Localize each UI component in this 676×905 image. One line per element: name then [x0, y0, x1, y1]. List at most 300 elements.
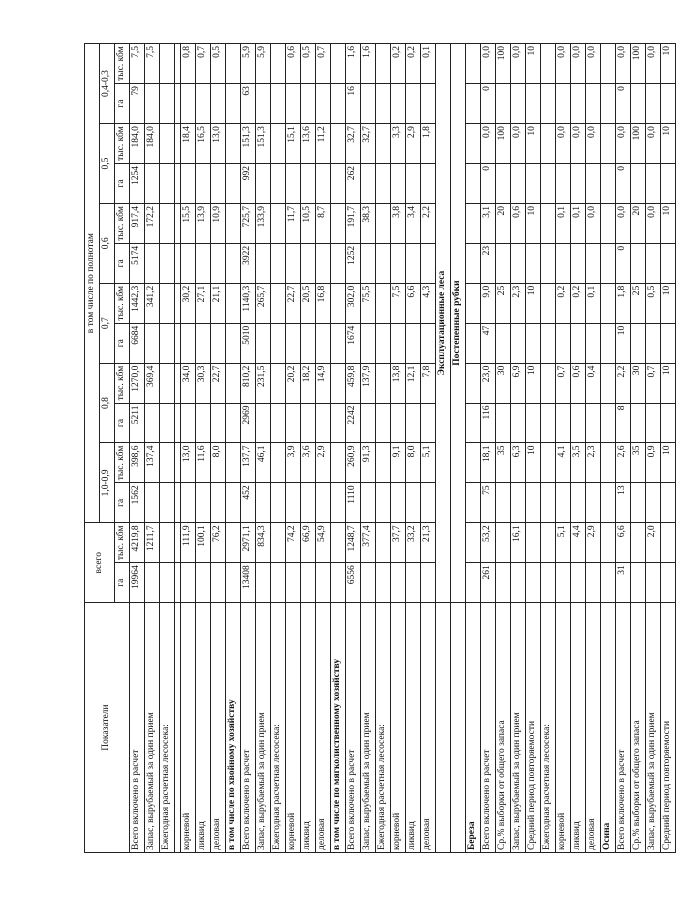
value-cell — [226, 243, 241, 283]
value-cell — [526, 323, 541, 363]
row-label: Всего включено в расчет — [616, 603, 631, 853]
value-cell: 302,0 — [346, 283, 361, 323]
value-cell: 116 — [481, 403, 496, 443]
value-cell — [391, 563, 406, 603]
value-cell: 10,5 — [301, 203, 316, 243]
table-row — [286, 44, 301, 853]
value-cell: 369,4 — [145, 363, 160, 403]
value-cell: 2,6 — [616, 443, 631, 483]
value-cell: 79 — [130, 84, 145, 124]
row-label: Запас, вырубаемый за один прием — [511, 603, 526, 853]
value-cell: 2242 — [346, 403, 361, 443]
table-row — [586, 44, 601, 853]
value-cell — [391, 323, 406, 363]
value-cell: 46,1 — [256, 443, 271, 483]
value-cell: 2969 — [241, 403, 256, 443]
value-cell: 15,5 — [181, 203, 196, 243]
value-cell: 0 — [616, 243, 631, 283]
value-cell: 10 — [661, 203, 676, 243]
value-cell: 31 — [616, 563, 631, 603]
value-cell — [646, 323, 661, 363]
value-cell: 25 — [496, 283, 511, 323]
value-cell — [160, 323, 175, 363]
value-cell: 16,1 — [511, 523, 526, 563]
value-cell — [226, 164, 241, 204]
value-cell — [556, 84, 571, 124]
value-cell: 10,9 — [211, 203, 226, 243]
value-cell: 30 — [496, 363, 511, 403]
header-group: 1,0-0,9 — [100, 443, 115, 523]
table-row — [496, 44, 511, 853]
value-cell — [556, 403, 571, 443]
value-cell: 8,0 — [406, 443, 421, 483]
value-cell: 10 — [526, 203, 541, 243]
value-cell: 0,2 — [571, 283, 586, 323]
value-cell — [160, 84, 175, 124]
table-row — [511, 44, 526, 853]
header-indicators: Показатели — [85, 603, 130, 853]
value-cell — [646, 483, 661, 523]
value-cell: 5,1 — [421, 443, 436, 483]
value-cell — [361, 243, 376, 283]
table-row — [145, 44, 160, 853]
value-cell: 2,9 — [406, 124, 421, 164]
value-cell — [661, 243, 676, 283]
value-cell: 172,2 — [145, 203, 160, 243]
value-cell: 0,6 — [286, 44, 301, 84]
value-cell — [541, 84, 556, 124]
value-cell: 100 — [631, 124, 646, 164]
value-cell: 10 — [661, 283, 676, 323]
value-cell — [331, 203, 346, 243]
value-cell: 0,1 — [556, 203, 571, 243]
value-cell — [271, 203, 286, 243]
value-cell: 6,3 — [511, 443, 526, 483]
value-cell: 100,1 — [196, 523, 211, 563]
value-cell — [571, 243, 586, 283]
row-label: Всего включено в расчет — [481, 603, 496, 853]
value-cell: 5,1 — [556, 523, 571, 563]
table-row — [241, 44, 256, 853]
value-cell — [376, 164, 391, 204]
value-cell — [271, 563, 286, 603]
value-cell — [331, 124, 346, 164]
value-cell: 5211 — [130, 403, 145, 443]
value-cell — [526, 84, 541, 124]
value-cell — [406, 84, 421, 124]
section-title: Постепенные рубки — [451, 44, 466, 603]
value-cell — [601, 443, 616, 483]
value-cell: 47 — [481, 323, 496, 363]
value-cell: 32,7 — [361, 124, 376, 164]
header-unit-stock: тыс. кбм — [115, 124, 130, 164]
value-cell: 16,8 — [316, 283, 331, 323]
value-cell — [586, 164, 601, 204]
value-cell — [271, 44, 286, 84]
forest-cutting-table — [84, 43, 676, 853]
value-cell — [586, 483, 601, 523]
value-cell: 133,9 — [256, 203, 271, 243]
value-cell: 11,6 — [196, 443, 211, 483]
value-cell — [571, 563, 586, 603]
value-cell: 10 — [526, 443, 541, 483]
value-cell — [271, 84, 286, 124]
row-label: Запас, вырубаемый за один прием — [646, 603, 661, 853]
value-cell: 38,3 — [361, 203, 376, 243]
value-cell: 0 — [481, 84, 496, 124]
value-cell — [331, 164, 346, 204]
value-cell: 0,2 — [406, 44, 421, 84]
value-cell — [316, 483, 331, 523]
value-cell — [601, 363, 616, 403]
value-cell — [145, 483, 160, 523]
value-cell: 377,4 — [361, 523, 376, 563]
value-cell — [226, 563, 241, 603]
value-cell — [631, 563, 646, 603]
header-unit-stock: тыс. кбм — [115, 443, 130, 483]
value-cell: 1,6 — [346, 44, 361, 84]
value-cell — [601, 84, 616, 124]
value-cell — [211, 243, 226, 283]
value-cell — [466, 323, 481, 363]
table-row — [181, 44, 196, 853]
value-cell — [406, 483, 421, 523]
value-cell: 1,8 — [616, 283, 631, 323]
value-cell — [376, 483, 391, 523]
value-cell: 1562 — [130, 483, 145, 523]
value-cell — [586, 323, 601, 363]
value-cell — [361, 323, 376, 363]
value-cell: 19964 — [130, 563, 145, 603]
table-row — [616, 44, 631, 853]
value-cell — [421, 563, 436, 603]
table-row — [256, 44, 271, 853]
value-cell — [661, 523, 676, 563]
value-cell: 262 — [346, 164, 361, 204]
value-cell: 0,0 — [616, 203, 631, 243]
value-cell: 1140,3 — [241, 283, 256, 323]
table-row — [556, 44, 571, 853]
value-cell: 0,0 — [571, 124, 586, 164]
value-cell — [466, 243, 481, 283]
header-group: 0,7 — [100, 283, 115, 363]
value-cell: 13,6 — [301, 124, 316, 164]
value-cell: 0 — [616, 84, 631, 124]
value-cell — [286, 84, 301, 124]
value-cell — [376, 84, 391, 124]
value-cell — [376, 563, 391, 603]
value-cell — [301, 403, 316, 443]
value-cell — [631, 84, 646, 124]
value-cell: 32,7 — [346, 124, 361, 164]
value-cell — [301, 563, 316, 603]
value-cell — [256, 563, 271, 603]
value-cell — [226, 363, 241, 403]
value-cell — [586, 243, 601, 283]
section-label-cell — [436, 603, 451, 853]
value-cell: 7,5 — [145, 44, 160, 84]
value-cell — [316, 323, 331, 363]
value-cell: 7,5 — [130, 44, 145, 84]
value-cell: 0,0 — [586, 44, 601, 84]
value-cell — [226, 283, 241, 323]
value-cell: 75,5 — [361, 283, 376, 323]
value-cell — [226, 124, 241, 164]
table-row — [391, 44, 406, 853]
value-cell — [541, 164, 556, 204]
row-label: Ежегодная расчетная лесосека: — [271, 603, 286, 853]
table-row — [526, 44, 541, 853]
value-cell — [145, 84, 160, 124]
value-cell — [541, 124, 556, 164]
value-cell — [571, 323, 586, 363]
value-cell — [160, 283, 175, 323]
value-cell — [376, 323, 391, 363]
row-label: Осина — [601, 603, 616, 853]
value-cell — [391, 84, 406, 124]
header-group: 0,5 — [100, 124, 115, 204]
value-cell: 2,0 — [646, 523, 661, 563]
header-unit-ga: га — [115, 243, 130, 283]
value-cell — [496, 563, 511, 603]
row-label: Средний период повторяемости — [661, 603, 676, 853]
value-cell: 22,7 — [286, 283, 301, 323]
value-cell — [421, 403, 436, 443]
value-cell: 0,0 — [511, 44, 526, 84]
value-cell — [160, 243, 175, 283]
value-cell — [466, 84, 481, 124]
value-cell — [226, 523, 241, 563]
value-cell — [646, 84, 661, 124]
value-cell — [541, 563, 556, 603]
value-cell — [226, 203, 241, 243]
row-label: Всего включено в расчет — [346, 603, 361, 853]
value-cell — [271, 243, 286, 283]
value-cell: 341,2 — [145, 283, 160, 323]
value-cell: 261 — [481, 563, 496, 603]
value-cell — [661, 563, 676, 603]
value-cell: 53,2 — [481, 523, 496, 563]
value-cell: 725,7 — [241, 203, 256, 243]
value-cell — [601, 44, 616, 84]
value-cell — [571, 483, 586, 523]
value-cell: 34,0 — [181, 363, 196, 403]
value-cell: 1,6 — [361, 44, 376, 84]
value-cell — [601, 563, 616, 603]
value-cell: 10 — [661, 124, 676, 164]
value-cell — [466, 203, 481, 243]
table-row — [196, 44, 211, 853]
value-cell: 191,7 — [346, 203, 361, 243]
value-cell: 0,0 — [481, 124, 496, 164]
table-row — [646, 44, 661, 853]
value-cell: 10 — [616, 323, 631, 363]
section-row — [436, 44, 451, 853]
value-cell: 4219,8 — [130, 523, 145, 563]
row-label: корневой — [391, 603, 406, 853]
value-cell: 10 — [526, 44, 541, 84]
value-cell — [601, 483, 616, 523]
value-cell: 10 — [661, 363, 676, 403]
value-cell — [196, 84, 211, 124]
value-cell — [556, 323, 571, 363]
value-cell: 30,3 — [196, 363, 211, 403]
value-cell: 0,0 — [556, 124, 571, 164]
value-cell — [160, 483, 175, 523]
value-cell — [145, 323, 160, 363]
value-cell: 459,8 — [346, 363, 361, 403]
value-cell: 1674 — [346, 323, 361, 363]
value-cell — [271, 523, 286, 563]
value-cell: 0,2 — [556, 283, 571, 323]
row-label: ликвид — [196, 603, 211, 853]
value-cell — [211, 563, 226, 603]
value-cell — [601, 203, 616, 243]
value-cell: 3,3 — [391, 124, 406, 164]
table-row — [631, 44, 646, 853]
value-cell — [331, 563, 346, 603]
value-cell — [181, 563, 196, 603]
value-cell: 231,5 — [256, 363, 271, 403]
value-cell — [586, 403, 601, 443]
value-cell: 0,6 — [511, 203, 526, 243]
value-cell — [466, 523, 481, 563]
value-cell: 18,2 — [301, 363, 316, 403]
value-cell: 137,4 — [145, 443, 160, 483]
value-cell — [661, 84, 676, 124]
row-label: деловая — [211, 603, 226, 853]
value-cell — [145, 403, 160, 443]
value-cell: 5010 — [241, 323, 256, 363]
value-cell — [226, 403, 241, 443]
value-cell: 20,2 — [286, 363, 301, 403]
value-cell: 810,2 — [241, 363, 256, 403]
value-cell — [541, 283, 556, 323]
value-cell — [661, 323, 676, 363]
value-cell — [331, 523, 346, 563]
value-cell: 23,0 — [481, 363, 496, 403]
value-cell — [601, 283, 616, 323]
value-cell — [361, 164, 376, 204]
value-cell — [271, 443, 286, 483]
section-title: Эксплуатационные леса — [436, 44, 451, 603]
value-cell: 27,1 — [196, 283, 211, 323]
value-cell: 16,5 — [196, 124, 211, 164]
value-cell — [631, 243, 646, 283]
value-cell: 63 — [241, 84, 256, 124]
value-cell: 8 — [616, 403, 631, 443]
value-cell — [316, 563, 331, 603]
value-cell: 0,7 — [316, 44, 331, 84]
value-cell: 2,2 — [616, 363, 631, 403]
value-cell — [406, 563, 421, 603]
value-cell — [160, 563, 175, 603]
value-cell — [466, 403, 481, 443]
row-label: Ежегодная расчетная лесосека: — [160, 603, 175, 853]
value-cell — [466, 164, 481, 204]
value-cell — [361, 84, 376, 124]
value-cell — [181, 323, 196, 363]
value-cell — [331, 283, 346, 323]
value-cell — [256, 323, 271, 363]
value-cell — [316, 84, 331, 124]
value-cell — [391, 403, 406, 443]
row-label: деловая — [586, 603, 601, 853]
value-cell — [571, 164, 586, 204]
value-cell: 18,4 — [181, 124, 196, 164]
row-label: в том числе по хвойному хозяйству — [226, 603, 241, 853]
value-cell — [376, 403, 391, 443]
value-cell: 13,9 — [196, 203, 211, 243]
value-cell — [526, 483, 541, 523]
value-cell: 5,9 — [241, 44, 256, 84]
value-cell — [556, 563, 571, 603]
value-cell — [496, 84, 511, 124]
value-cell: 1248,7 — [346, 523, 361, 563]
value-cell — [376, 203, 391, 243]
value-cell — [586, 84, 601, 124]
value-cell: 8,0 — [211, 443, 226, 483]
value-cell — [631, 164, 646, 204]
row-label: в том числе по мягколиственному хозяйству — [331, 603, 346, 853]
value-cell — [301, 483, 316, 523]
value-cell — [601, 164, 616, 204]
header-group: 0,6 — [100, 203, 115, 283]
value-cell — [571, 403, 586, 443]
value-cell — [496, 164, 511, 204]
value-cell: 3,6 — [301, 443, 316, 483]
header-group: 0,8 — [100, 363, 115, 443]
value-cell — [301, 84, 316, 124]
value-cell — [541, 443, 556, 483]
value-cell — [646, 243, 661, 283]
value-cell — [406, 164, 421, 204]
value-cell — [466, 483, 481, 523]
value-cell — [511, 483, 526, 523]
value-cell — [466, 124, 481, 164]
value-cell — [661, 483, 676, 523]
value-cell — [466, 443, 481, 483]
value-cell — [556, 164, 571, 204]
value-cell — [196, 403, 211, 443]
value-cell — [376, 44, 391, 84]
value-cell: 100 — [496, 44, 511, 84]
value-cell — [541, 203, 556, 243]
value-cell: 3922 — [241, 243, 256, 283]
value-cell: 1,8 — [421, 124, 436, 164]
value-cell — [376, 363, 391, 403]
header-group: 0,4-0,3 — [100, 44, 115, 124]
value-cell: 37,7 — [391, 523, 406, 563]
value-cell — [601, 403, 616, 443]
value-cell — [541, 243, 556, 283]
row-label: Средний период повторяемости — [526, 603, 541, 853]
table-row — [130, 44, 145, 853]
value-cell — [421, 164, 436, 204]
value-cell — [331, 403, 346, 443]
value-cell: 452 — [241, 483, 256, 523]
value-cell — [391, 483, 406, 523]
table-body — [130, 44, 676, 853]
value-cell — [526, 164, 541, 204]
value-cell — [226, 323, 241, 363]
value-cell — [601, 124, 616, 164]
value-cell — [496, 323, 511, 363]
value-cell — [211, 323, 226, 363]
table-row — [316, 44, 331, 853]
value-cell: 20 — [631, 203, 646, 243]
value-cell: 6684 — [130, 323, 145, 363]
